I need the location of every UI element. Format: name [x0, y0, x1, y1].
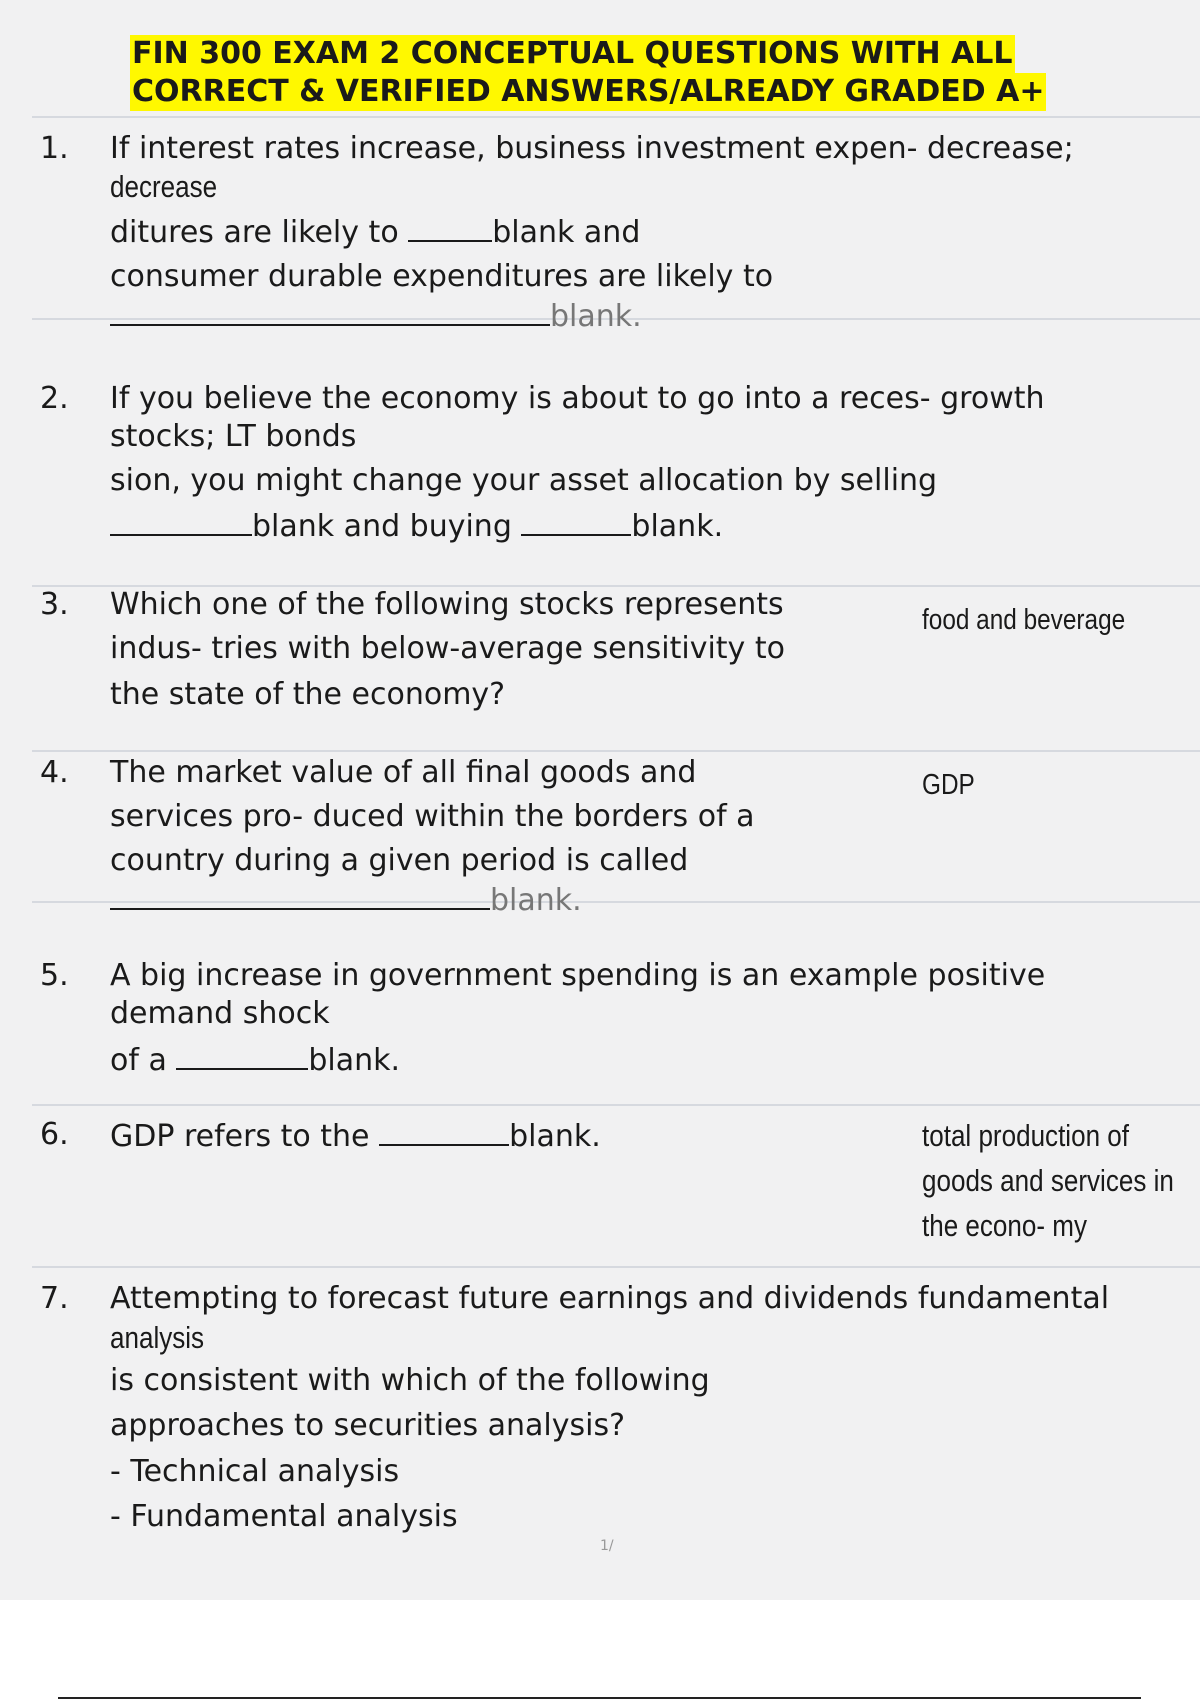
question-5-line-2-start: of a: [110, 1043, 167, 1078]
question-7-answer: fundamental: [917, 1281, 1110, 1316]
question-6-text-line-1: [110, 1116, 601, 1156]
question-6-answer-line-3: the econo- my: [922, 1208, 1088, 1243]
question-1-line-2-end: blank and: [492, 215, 641, 250]
question-3-text-line-3: the state of the economy?: [110, 677, 506, 712]
question-5-text-line-2: [110, 1040, 400, 1080]
divider: [32, 750, 1200, 752]
document-title-line-1: FIN 300 EXAM 2 CONCEPTUAL QUESTIONS WITH ALL: [132, 36, 1013, 71]
question-1-text-line-3: consumer durable expenditures are likely to: [110, 259, 774, 294]
question-2-line-3-end: blank.: [631, 509, 724, 544]
document-title-line-2: CORRECT & VERIFIED ANSWERS/ALREADY GRADED A+: [132, 74, 1045, 109]
question-1-text-line-4: [110, 299, 642, 334]
question-5-answer: positive: [927, 958, 1046, 993]
question-6-answer-line-2: goods and services in: [922, 1163, 1174, 1198]
question-3-text-line-1: Which one of the following stocks represents: [110, 587, 784, 622]
answer-blank: [176, 1040, 308, 1070]
question-7-option-2: - Fundamental analysis: [110, 1499, 458, 1534]
question-6-line-1-start: GDP refers to the: [110, 1119, 370, 1154]
question-2-answer: growth: [940, 381, 1045, 416]
question-2-line-3-middle: blank and buying: [252, 509, 512, 544]
question-1-line-1: If interest rates increase, business investment expen-: [110, 131, 918, 166]
question-4-text-line-1: The market value of all final goods and: [110, 755, 697, 790]
question-4-number: 4.: [40, 755, 69, 790]
question-1-text-line-1: [110, 130, 1074, 168]
question-2-text-line-2: sion, you might change your asset allocation by selling: [110, 463, 938, 498]
question-6-answer-line-1: total production of: [922, 1118, 1130, 1153]
question-2-number: 2.: [40, 381, 69, 416]
question-2-text-line-3: [110, 506, 723, 546]
divider: [32, 1266, 1200, 1268]
footer-rule: [58, 1697, 1141, 1699]
question-7-text-line-3: approaches to securities analysis?: [110, 1408, 626, 1443]
question-7-answer-continued: analysis: [110, 1320, 205, 1355]
question-1-answer-continued: decrease: [110, 169, 218, 204]
question-4-text-line-2: services pro- duced within the borders of a: [110, 799, 755, 834]
question-5-text-line-1: [110, 957, 1045, 995]
question-2-text-line-1: [110, 380, 1045, 418]
question-1-line-2-start: ditures are likely to: [110, 215, 399, 250]
question-5-line-1: A big increase in government spending is an example: [110, 958, 918, 993]
question-1-line-4-end: blank.: [550, 299, 642, 334]
answer-blank: [110, 888, 490, 910]
divider: [32, 116, 1200, 118]
question-2-answer-continued: stocks; LT bonds: [110, 419, 357, 454]
question-2-line-1: If you believe the economy is about to go into a reces-: [110, 381, 931, 416]
question-1-number: 1.: [40, 131, 69, 166]
question-1-answer: decrease;: [927, 131, 1074, 166]
answer-blank: [110, 304, 550, 326]
question-3-number: 3.: [40, 587, 69, 622]
question-5-line-2-end: blank.: [308, 1043, 401, 1078]
page-number: 1/: [600, 1538, 614, 1554]
answer-blank: [521, 506, 631, 536]
answer-blank: [408, 212, 492, 242]
answer-blank: [379, 1116, 509, 1146]
question-7-option-1: - Technical analysis: [110, 1454, 400, 1489]
question-7-line-1: Attempting to forecast future earnings and dividends: [110, 1281, 909, 1316]
question-7-text-line-2: is consistent with which of the following: [110, 1363, 710, 1398]
divider: [32, 1104, 1200, 1106]
answer-blank: [110, 506, 252, 536]
question-4-text-line-3: country during a given period is called: [110, 843, 689, 878]
question-6-number: 6.: [40, 1117, 69, 1152]
question-4-text-line-4: [110, 883, 582, 918]
question-7-number: 7.: [40, 1281, 69, 1316]
question-5-answer-continued: demand shock: [110, 996, 330, 1031]
question-5-number: 5.: [40, 958, 69, 993]
question-4-line-4-end: blank.: [490, 883, 582, 918]
question-1-text-line-2: [110, 212, 640, 252]
question-7-text-line-1: [110, 1280, 1109, 1318]
question-6-line-1-end: blank.: [509, 1119, 601, 1154]
question-3-answer: food and beverage: [922, 604, 1126, 636]
question-3-text-line-2: indus- tries with below-average sensitivity to: [110, 631, 785, 666]
question-4-answer: GDP: [922, 769, 975, 801]
